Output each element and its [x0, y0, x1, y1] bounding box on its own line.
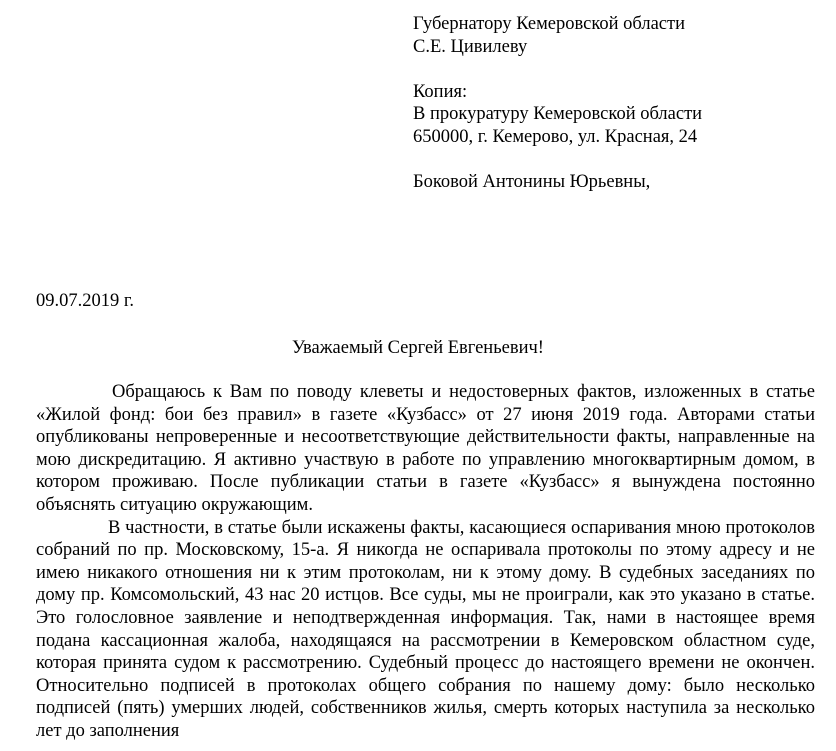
- letter-body: [36, 381, 815, 743]
- addressee-to-line-1: Губернатору Кемеровской области: [413, 14, 685, 34]
- copy-line-2: 650000, г. Кемерово, ул. Красная, 24: [413, 126, 698, 147]
- body-paragraph-2: В частности, в статье были искажены факты, касающиеся оспаривания мною протоколов собраний по пр. Московскому, 15-а. Я никогда не оспаривала протоколы по этому адресу и не имею никакого отношения ни к этим протоколам, ни к этому дому. В судебных заседаниях по дому пр. Комсомольский, 43 нас 20 истцов. Все суды, мы не проиграли, как это указано в статье. Это голословное заявление и неподтвержденная информация. Так, нами в настоящее время подана кассационная жалоба, находящаяся на рассмотрении в Кемеровском областном суде, которая принята судом к рассмотрению. Судебный процесс до настоящего времени не окончен. Относительно подписей в протоколах общего собрания по нашему дому: было несколько подписей (пять) умерших людей, собственников жилья, смерть которых наступила за несколько лет до заполнения: [36, 517, 815, 741]
- salutation: Уважаемый Сергей Евгеньевич!: [292, 338, 544, 358]
- sender-line: Боковой Антонины Юрьевны,: [413, 172, 651, 193]
- copy-line-1: В прокуратуру Кемеровской области: [413, 104, 703, 125]
- copy-label: Копия:: [413, 81, 468, 102]
- letter-date: 09.07.2019 г.: [36, 291, 135, 311]
- addressee-block: [413, 13, 702, 194]
- body-paragraph-1: Обращаюсь к Вам по поводу клеветы и недостоверных фактов, изложенных в статье «Жилой фонд: бои без правил» в газете «Кузбасс» от 27 июня 2019 года. Авторами статьи опубликованы непроверенные и несоответствующие действительности факты, направленные на мою дискредитацию. Я активно участвую в работе по управлению многоквартирным домом, в котором проживаю. После публикации статьи в газете «Кузбасс» я вынуждена постоянно объяснять ситуацию окружающим.: [36, 382, 815, 515]
- blank-line: [413, 58, 702, 81]
- addressee-to-line-2: С.Е. Цивилеву: [413, 36, 528, 57]
- blank-line: [413, 149, 702, 172]
